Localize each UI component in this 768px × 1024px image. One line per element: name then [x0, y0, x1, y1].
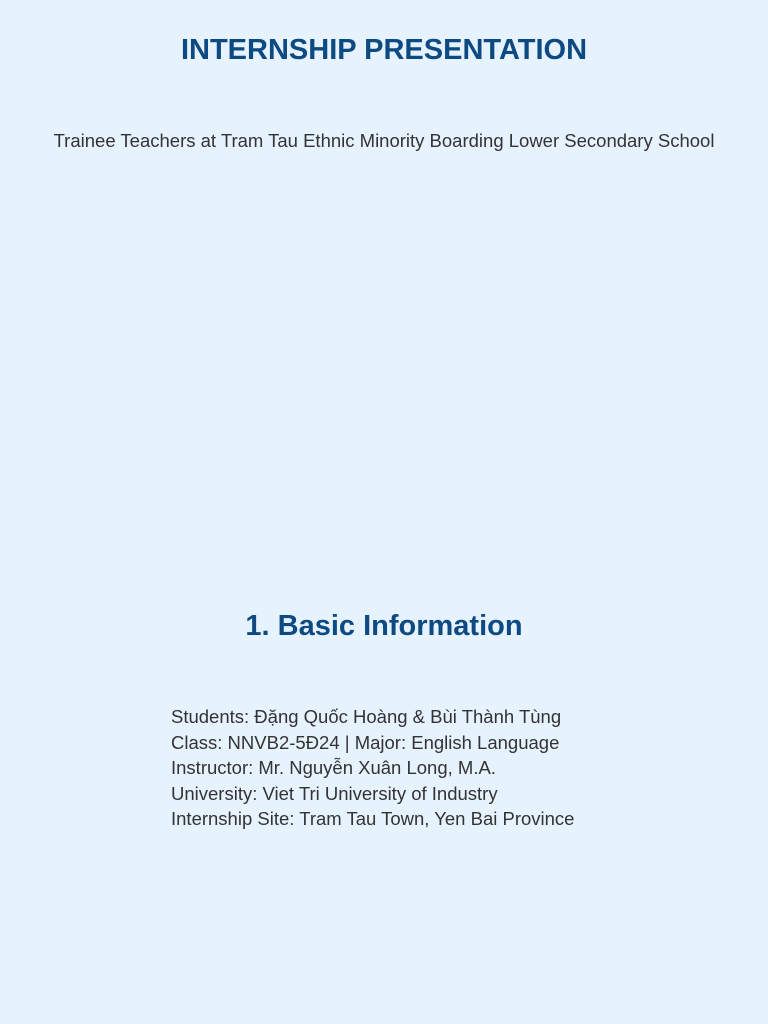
info-class-major: Class: NNVB2-5Đ24 | Major: English Language [171, 731, 560, 753]
info-students: Students: Đặng Quốc Hoàng & Bùi Thành Tùng [171, 706, 562, 727]
page-subtitle: Trainee Teachers at Tram Tau Ethnic Minority Boarding Lower Secondary School [53, 130, 715, 151]
section-heading-basic-information: 1. Basic Information [245, 610, 523, 642]
basic-information-list [171, 704, 574, 832]
info-university: University: Viet Tri University of Industry [171, 782, 498, 804]
info-instructor: Instructor: Mr. Nguyễn Xuân Long, M.A. [171, 757, 496, 778]
info-internship-site: Internship Site: Tram Tau Town, Yen Bai Province [171, 808, 575, 829]
page-title: INTERNSHIP PRESENTATION [180, 34, 588, 66]
